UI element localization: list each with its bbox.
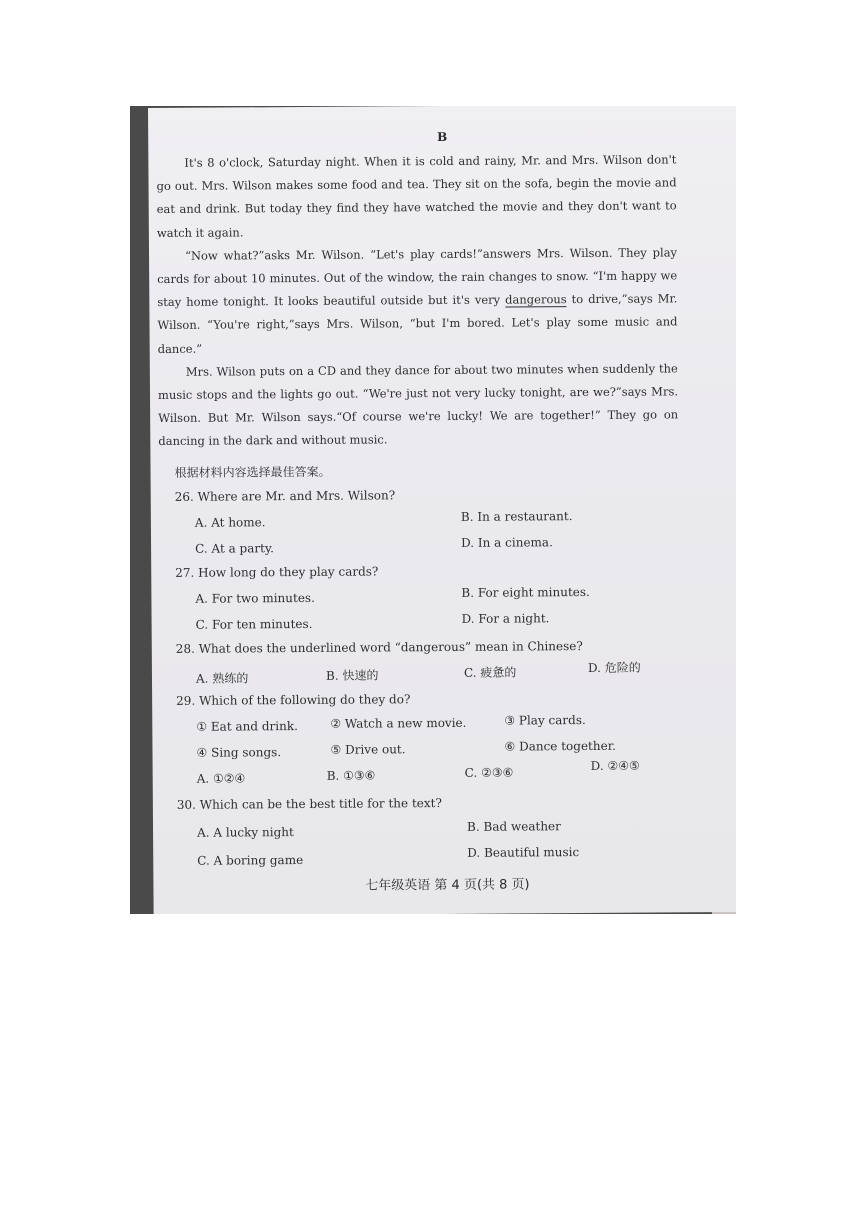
instruction: 根据材料内容选择最佳答案。 — [174, 464, 331, 480]
question-28-stem: 28. What does the underlined word “dangerous” mean in Chinese? — [175, 639, 583, 656]
question-30-option-a: A. A lucky night — [197, 825, 294, 840]
question-27-option-a: A. For two minutes. — [195, 590, 315, 606]
question-29-item-1: ① Eat and drink. — [196, 719, 298, 734]
question-26-option-d: D. In a cinema. — [461, 535, 553, 550]
question-29-item-5: ⑤ Drive out. — [330, 742, 406, 757]
question-27-option-c: C. For ten minutes. — [195, 616, 313, 632]
question-30-option-c: C. A boring game — [197, 852, 304, 868]
question-29-stem: 29. Which of the following do they do? — [176, 692, 411, 708]
question-29-item-4: ④ Sing songs. — [196, 745, 282, 760]
question-30-stem: 30. Which can be the best title for the text? — [176, 796, 442, 812]
question-28-option-c: C. 疲惫的 — [463, 665, 517, 680]
question-26-option-a: A. At home. — [194, 515, 266, 530]
question-29-item-6: ⑥ Dance together. — [504, 738, 616, 754]
question-27-stem: 27. How long do they play cards? — [175, 564, 379, 580]
question-29-option-b: B. ①③⑥ — [326, 768, 376, 783]
question-29-option-d: D. ②④⑤ — [590, 758, 640, 773]
question-28-option-d: D. 危险的 — [587, 660, 641, 675]
page-footer: 七年级英语 第 4 页(共 8 页) — [365, 877, 530, 894]
p2-text-after: to drive,”says Mr. Wilson. “You're right,”says Mrs. Wilson, “but I'm bored. Let's play some music and dance.” — [157, 291, 678, 356]
question-30-option-d: D. Beautiful music — [467, 845, 580, 860]
question-26-option-b: B. In a restaurant. — [460, 509, 573, 524]
reading-passage — [156, 148, 678, 453]
question-27-option-b: B. For eight minutes. — [461, 584, 590, 600]
question-29-item-2: ② Watch a new movie. — [330, 715, 467, 731]
question-29-option-c: C. ②③⑥ — [464, 765, 514, 780]
question-30-option-b: B. Bad weather — [466, 819, 561, 834]
question-26-option-c: C. At a party. — [195, 541, 274, 556]
passage-paragraph-1: It's 8 o'clock, Saturday night. When it is cold and rainy, Mr. and Mrs. Wilson don't go out. Mrs. Wilson makes some food and tea. They sit on the sofa, begin the movie and eat and drink. But today they find they have watched the movie and they don't want to watch it again. — [156, 152, 677, 240]
underlined-word: dangerous — [505, 292, 567, 307]
passage-paragraph-2 — [157, 241, 678, 361]
question-29-item-3: ③ Play cards. — [504, 713, 586, 728]
question-27-option-d: D. For a night. — [461, 611, 550, 626]
passage-paragraph-3: Mrs. Wilson puts on a CD and they dance for about two minutes when suddenly the music stops and the lights go out. “We're just not very lucky tonight, are we?”says Mrs. Wilson. But Mr. Wilson says.“Of course we're lucky! We are together!” They go on dancing in the dark and without music. — [157, 361, 679, 449]
section-title: B — [437, 129, 448, 145]
question-29-option-a: A. ①②④ — [196, 771, 246, 786]
photo-of-exam-page — [130, 106, 736, 914]
exam-paper — [148, 106, 736, 914]
p2-text-before: “Now what?”asks Mr. Wilson. “Let's play cards!”answers Mrs. Wilson. They play cards for about 10 minutes. Out of the window, the rain changes to snow. “I'm happy we stay home tonight. It looks beautiful outside but it's very — [157, 245, 678, 310]
question-28-option-b: B. 快速的 — [325, 668, 379, 683]
question-26-stem: 26. Where are Mr. and Mrs. Wilson? — [174, 488, 396, 504]
question-28-option-a: A. 熟练的 — [195, 671, 249, 686]
